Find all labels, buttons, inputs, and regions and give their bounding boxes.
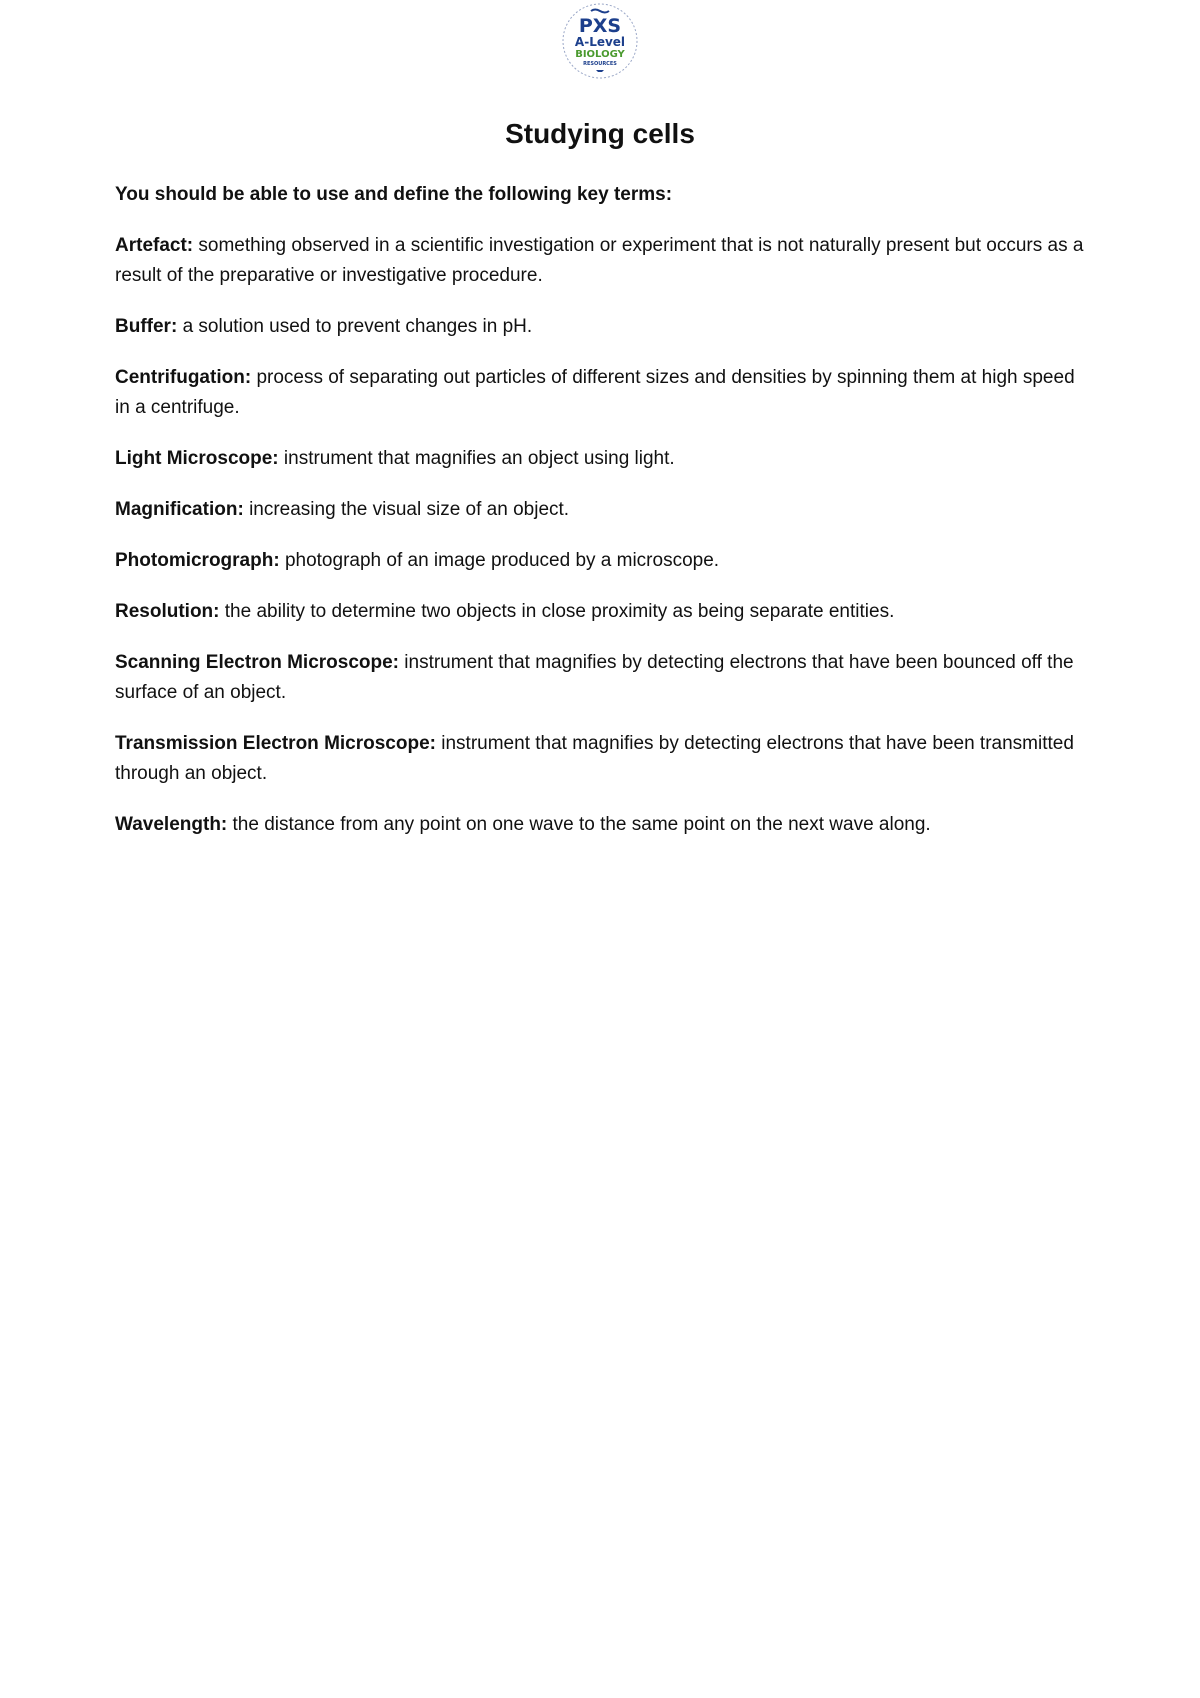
term-scanning-electron-microscope <box>115 648 1090 708</box>
term-definition: process of separating out particles of different sizes and densities by spinning them at high speed in a centrifuge. <box>115 367 1075 418</box>
term-definition: a solution used to prevent changes in pH. <box>182 316 533 337</box>
term-resolution <box>115 597 1090 627</box>
key-terms-section <box>115 180 1090 861</box>
term-label: Artefact: <box>115 235 194 256</box>
term-photomicrograph <box>115 546 1090 576</box>
term-definition: the distance from any point on one wave to the same point on the next wave along. <box>232 814 931 835</box>
term-label: Scanning Electron Microscope: <box>115 652 399 673</box>
term-artefact <box>115 231 1090 291</box>
term-label: Buffer: <box>115 316 178 337</box>
page-title: Studying cells <box>505 118 695 149</box>
term-label: Photomicrograph: <box>115 550 280 571</box>
key-terms-intro: You should be able to use and define the following key terms: <box>115 184 673 205</box>
term-label: Centrifugation: <box>115 367 252 388</box>
term-wavelength <box>115 810 1090 840</box>
pxs-biology-logo <box>561 2 639 80</box>
term-definition: photograph of an image produced by a microscope. <box>284 550 720 571</box>
logo-text-alevel: A-Level <box>574 35 626 49</box>
term-label: Resolution: <box>115 601 220 622</box>
term-magnification <box>115 495 1090 525</box>
term-light-microscope <box>115 444 1090 474</box>
term-definition: instrument that magnifies by detecting electrons that have been transmitted through an object. <box>115 733 1074 784</box>
logo-text-pxs: PXS <box>578 15 622 37</box>
logo-text-biology: BIOLOGY <box>575 49 625 60</box>
term-label: Wavelength: <box>115 814 228 835</box>
term-definition: the ability to determine two objects in close proximity as being separate entities. <box>224 601 895 622</box>
term-buffer <box>115 312 1090 342</box>
term-transmission-electron-microscope <box>115 729 1090 789</box>
term-definition: increasing the visual size of an object. <box>249 499 570 520</box>
logo-text-resources: RESOURCES <box>583 61 617 67</box>
term-centrifugation <box>115 363 1090 423</box>
term-label: Transmission Electron Microscope: <box>115 733 436 754</box>
term-definition: instrument that magnifies by detecting electrons that have been bounced off the surface of an object. <box>115 652 1074 703</box>
term-label: Magnification: <box>115 499 244 520</box>
term-definition: instrument that magnifies an object using light. <box>283 448 675 469</box>
term-definition: something observed in a scientific investigation or experiment that is not naturally present but occurs as a result of the preparative or investigative procedure. <box>115 235 1084 286</box>
logo-graphic <box>561 2 639 80</box>
term-label: Light Microscope: <box>115 448 279 469</box>
